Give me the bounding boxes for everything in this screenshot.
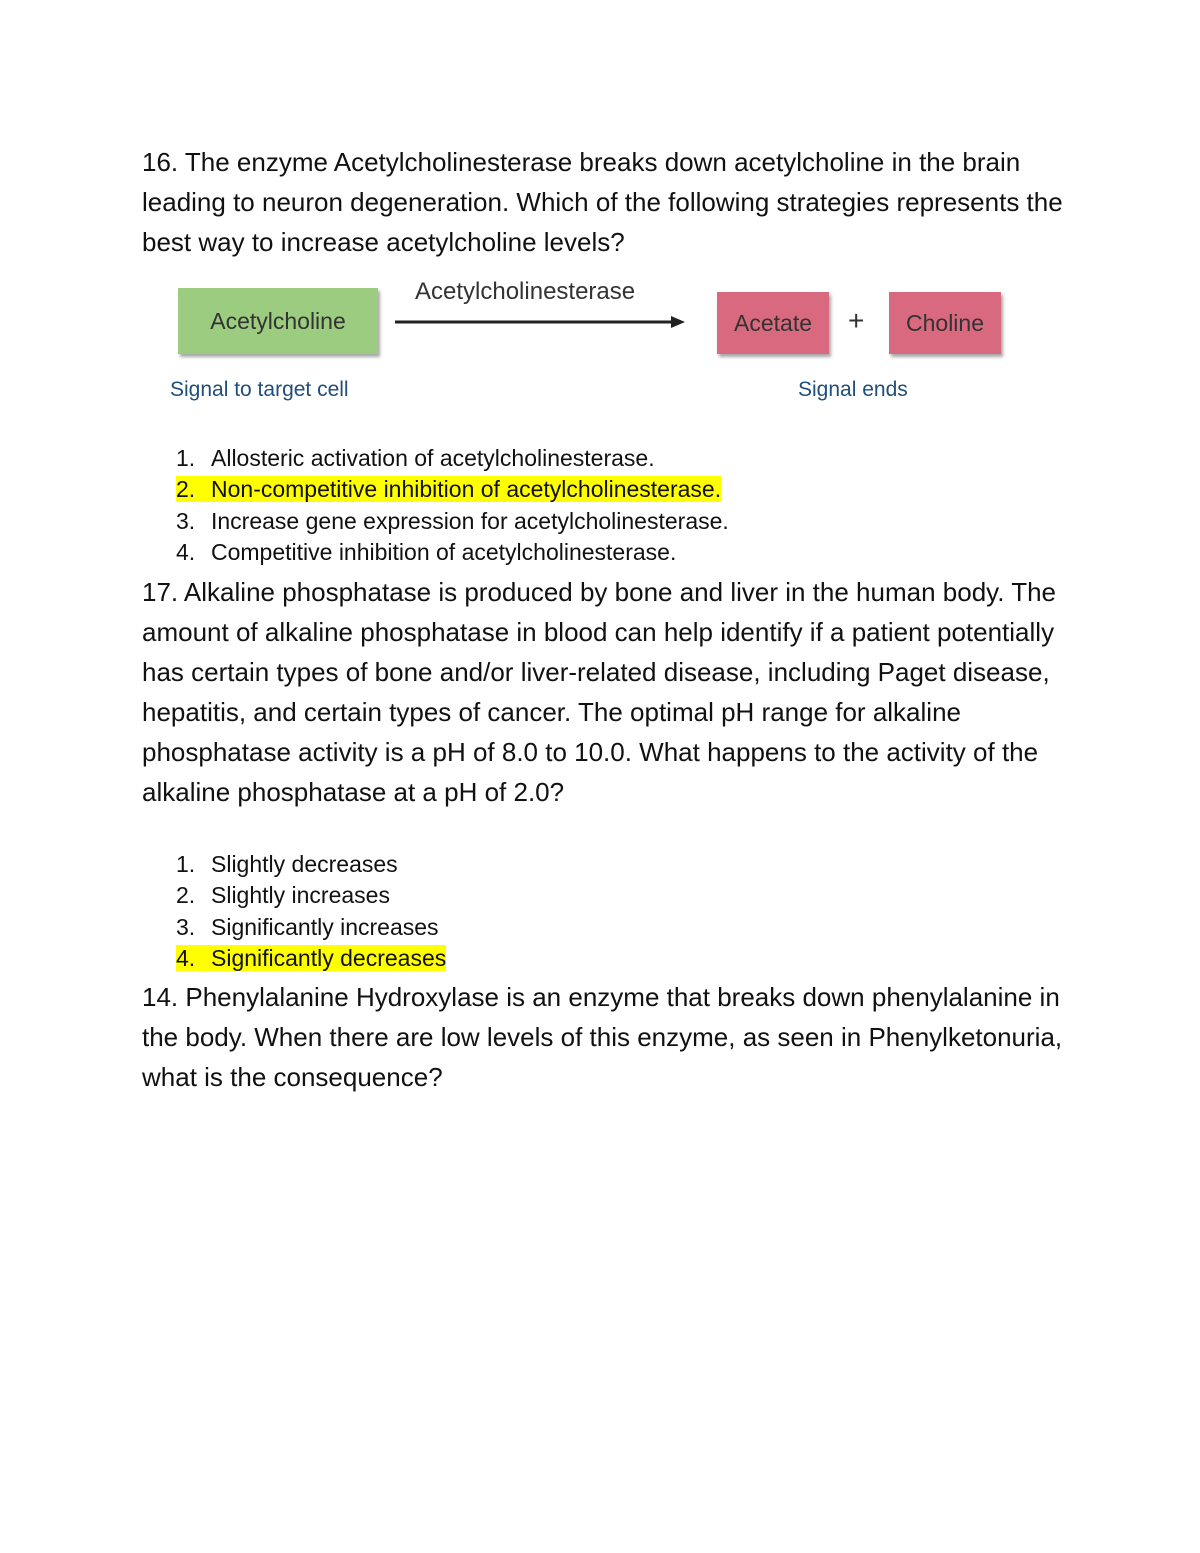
- question-14-text: 14. Phenylalanine Hydroxylase is an enzyme that breaks down phenylalanine in the body. When there are low levels of this enzyme, as seen in Phenylketonuria, what is the consequence?: [142, 982, 1063, 1092]
- substrate-box: [178, 288, 378, 354]
- product-acetate-label: Acetate: [734, 309, 812, 336]
- product-choline-label: Choline: [906, 309, 984, 336]
- option-item: [176, 506, 729, 537]
- question-17-text: 17. Alkaline phosphatase is produced by bone and liver in the human body. The amount of alkaline phosphatase in blood can help identify if a patient potentially has certain types of bone and/or liver-related disease, including Paget disease, hepatitis, and certain types of cancer. The optimal pH range for alkaline phosphatase activity is a pH of 8.0 to 10.0. What happens to the activity of the alkaline phosphatase at a pH of 2.0?: [142, 577, 1056, 807]
- caption-signal-to-target: Signal to target cell: [170, 378, 349, 401]
- option-number: 3.: [176, 913, 196, 940]
- option-text: Allosteric activation of acetylcholinesterase.: [211, 445, 655, 471]
- question-17-options: [176, 849, 446, 974]
- product-choline-box: [889, 292, 1001, 354]
- option-number: 2.: [176, 476, 196, 503]
- option-text: Slightly increases: [211, 882, 390, 909]
- option-number: 4.: [176, 538, 196, 565]
- option-number: 2.: [176, 882, 196, 909]
- product-acetate-box: [717, 292, 829, 354]
- option-number: 3.: [176, 507, 196, 534]
- substrate-label: Acetylcholine: [210, 307, 346, 334]
- option-item: [176, 443, 729, 474]
- plus-sign: +: [848, 305, 865, 336]
- option-item: [176, 912, 446, 943]
- question-16-text: 16. The enzyme Acetylcholinesterase breaks down acetylcholine in the brain leading to neuron degeneration. Which of the following strategies represents the best way to increase acetylcholine levels?: [142, 147, 1063, 257]
- enzyme-reaction-diagram: [165, 278, 1015, 413]
- option-text: Increase gene expression for acetylcholinesterase.: [211, 507, 729, 534]
- option-item-highlighted: [176, 943, 446, 974]
- option-number: 1.: [176, 851, 196, 877]
- option-item: [176, 880, 446, 911]
- enzyme-label: Acetylcholinesterase: [415, 278, 636, 305]
- option-number: 4.: [176, 944, 196, 971]
- option-item-highlighted: [176, 474, 729, 505]
- answer-highlight: [176, 945, 446, 971]
- answer-highlight: [176, 476, 721, 502]
- option-item: [176, 849, 446, 880]
- option-text: Slightly decreases: [211, 851, 398, 877]
- option-text: Non-competitive inhibition of acetylcholinesterase.: [211, 476, 722, 503]
- option-number: 1.: [176, 445, 196, 471]
- option-text: Significantly decreases: [211, 944, 447, 971]
- option-text: Significantly increases: [211, 913, 439, 940]
- option-item: [176, 537, 729, 568]
- question-16-options: [176, 443, 729, 568]
- reaction-arrow-icon: [393, 312, 688, 332]
- option-text: Competitive inhibition of acetylcholinesterase.: [211, 538, 677, 565]
- caption-signal-ends: Signal ends: [798, 378, 908, 401]
